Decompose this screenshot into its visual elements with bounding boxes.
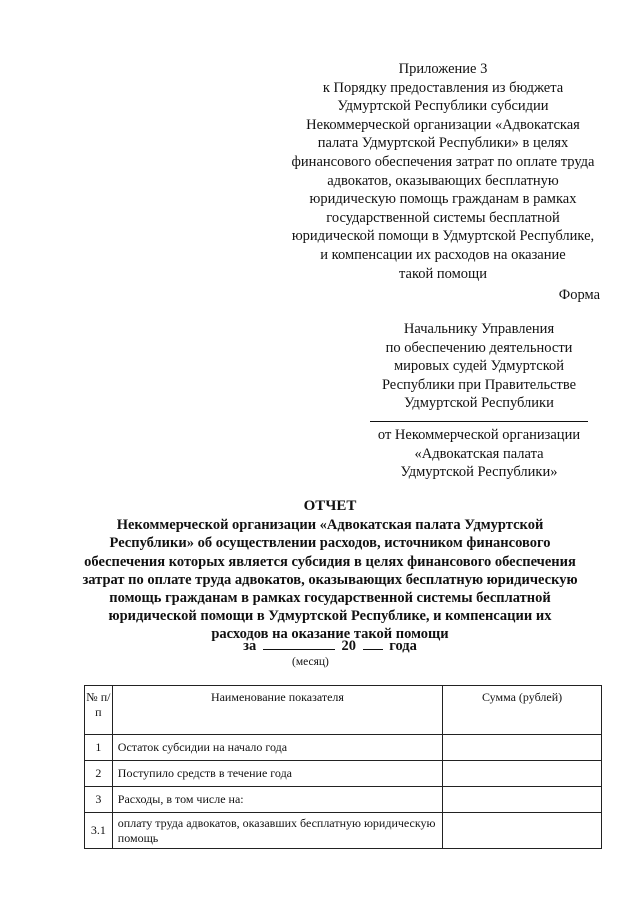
month-hint: (месяц) — [292, 656, 329, 668]
sender-line: «Адвокатская палата — [414, 445, 544, 462]
header-name: Наименование показателя — [112, 686, 442, 735]
addressee-line: мировых судей Удмуртской — [393, 358, 565, 375]
table-header-row — [85, 686, 602, 735]
addressee-line: Республики при Правительстве — [381, 376, 577, 393]
report-title-line: расходов на оказание такой помощи — [211, 626, 449, 643]
appendix-line: юридической помощи в Удмуртской Республике, — [291, 228, 595, 245]
row-sum — [443, 735, 602, 761]
appendix-line: государственной системы бесплатной — [326, 209, 560, 226]
sender-line: Удмуртской Республики» — [400, 464, 558, 481]
addressee-line: Начальнику Управления — [403, 321, 555, 337]
appendix-line: палата Удмуртской Республики» в целях — [317, 135, 569, 152]
appendix-line: адвокатов, оказывающих бесплатную — [327, 172, 559, 189]
row-name: оплату труда адвокатов, оказавших бесплатную юридическую помощь — [112, 813, 442, 849]
header-num: № п/п — [85, 686, 113, 735]
table-row — [85, 787, 602, 813]
appendix-line: Некоммерческой организации «Адвокатская — [306, 116, 580, 133]
appendix-line: такой помощи — [399, 265, 487, 282]
report-title-line: Республики» об осуществлении расходов, источником финансового — [109, 535, 551, 552]
table-row — [85, 761, 602, 787]
report-period — [70, 637, 590, 655]
signature-blank-line — [370, 421, 588, 422]
table-row — [85, 735, 602, 761]
row-name: Расходы, в том числе на: — [112, 787, 442, 813]
appendix-block — [268, 60, 618, 283]
report-title-line: обеспечения которых является субсидия в целях финансового обеспечения — [84, 553, 576, 570]
row-sum — [443, 761, 602, 787]
appendix-line: Удмуртской Республики субсидии — [337, 98, 549, 115]
report-title-line: юридической помощи в Удмуртской Республике, и компенсации их — [108, 608, 552, 625]
period-prefix: за — [243, 638, 257, 654]
addressee-line: по обеспечению деятельности — [385, 339, 573, 356]
month-blank — [263, 638, 335, 650]
row-sum — [443, 787, 602, 813]
row-name: Поступило средств в течение года — [112, 761, 442, 787]
report-title-line: Некоммерческой организации «Адвокатская палата Удмуртской — [116, 517, 544, 534]
header-sum: Сумма (рублей) — [443, 686, 602, 735]
form-label: Форма — [558, 287, 600, 303]
row-num: 3.1 — [85, 813, 113, 849]
appendix-line: и компенсации их расходов на оказание — [320, 246, 566, 263]
row-num: 1 — [85, 735, 113, 761]
row-num: 3 — [85, 787, 113, 813]
row-sum — [443, 813, 602, 849]
row-name: Остаток субсидии на начало года — [112, 735, 442, 761]
appendix-line: юридическую помощь гражданам в рамках — [309, 191, 577, 208]
addressee-block — [345, 320, 613, 482]
period-suffix: года — [389, 638, 417, 654]
appendix-line: финансового обеспечения затрат по оплате труда — [291, 153, 595, 170]
report-title-line: помощь гражданам в рамках государственной системы бесплатной — [109, 590, 551, 607]
period-year: 20 — [341, 638, 356, 654]
report-title-line: затрат по оплате труда адвокатов, оказывающих бесплатную юридическую — [82, 571, 578, 588]
report-title — [70, 497, 590, 644]
report-heading: ОТЧЕТ — [303, 498, 357, 514]
sender-line: от Некоммерческой организации — [377, 426, 581, 443]
year-blank — [363, 638, 383, 650]
addressee-line: Удмуртской Республики — [404, 395, 554, 412]
report-table — [84, 685, 602, 849]
appendix-line: к Порядку предоставления из бюджета — [322, 79, 564, 96]
row-num: 2 — [85, 761, 113, 787]
table-row — [85, 813, 602, 849]
appendix-line: Приложение 3 — [398, 61, 488, 77]
